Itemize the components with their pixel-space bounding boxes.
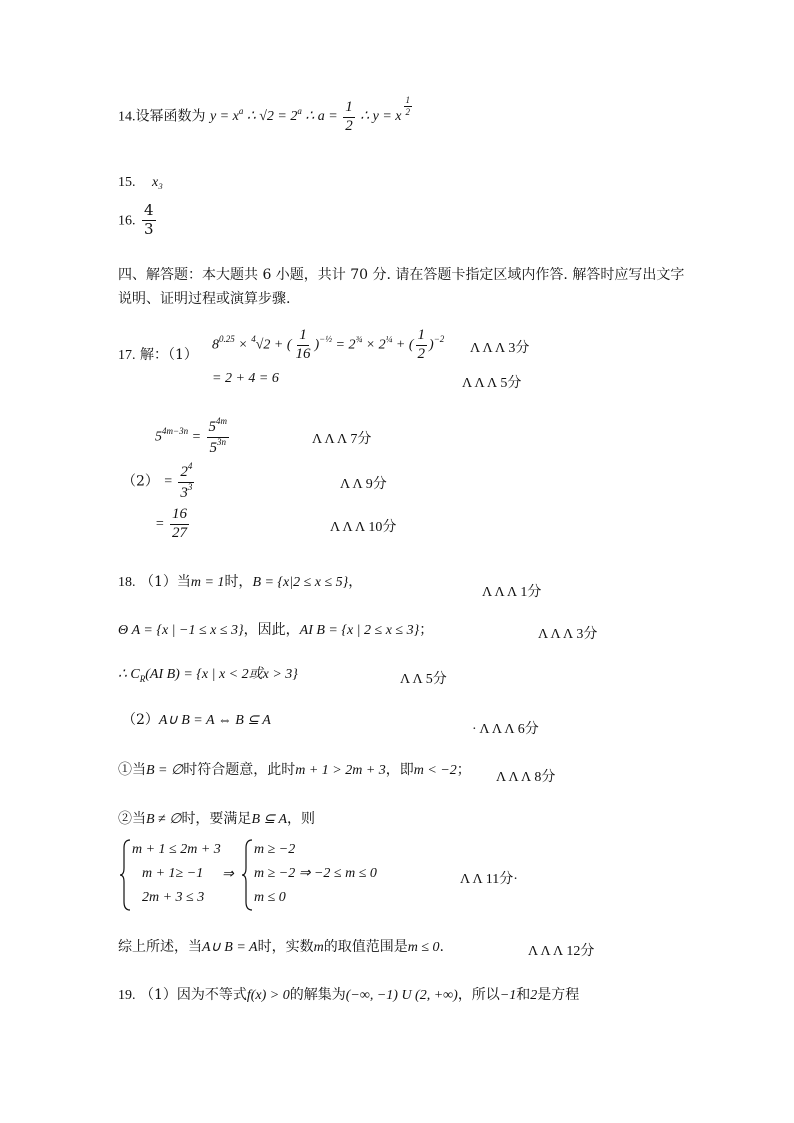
q18-score-2: Λ Λ Λ 3分 xyxy=(538,627,598,642)
q17-part2: （2） = $\frac{2^4}{3^3}$ xyxy=(122,461,193,501)
implies-arrow: ⇒ xyxy=(222,867,234,882)
q18-line2: Θ A = {x | −1 ≤ x ≤ 3}，因此，AI B = {x | 2 ≤ x ≤ 3}； xyxy=(118,622,434,638)
q18-score-6: Λ Λ 11分· xyxy=(460,872,518,887)
q18-line5: ①当B = ∅时符合题意，此时m + 1 > 2m + 3，即m < −2； xyxy=(118,762,471,778)
q14-formula: $y = x^a$ ∴ $√2 = 2^a$ ∴ a = $\frac{1}{2}$ ∴ y = x $^{\frac{1}{2}}$ xyxy=(209,94,411,134)
q19-line1: 19. （1）因为不等式f(x) > 0的解集为(−∞, −1) U (2, +∞)，所以−1和2是方程 xyxy=(118,987,580,1003)
q17-line1-expr: $8^{0.25} \times ^4√2$ + ( $\frac{1}{16}$ )$^{-\frac{1}{2}} = 2^{\frac{3}{4}} \times 2^{\frac{1}{4}}$ + ( $\frac{1}{2}$ )$^{-2}$ xyxy=(212,327,445,362)
q18-line4: （2）A∪ B = A ⇔ B ⊆ A xyxy=(122,712,271,728)
q15-answer: x₃ xyxy=(151,175,164,190)
q17-score-3: Λ Λ Λ 7分 xyxy=(312,432,372,447)
q18-score-7: Λ Λ Λ 12分 xyxy=(528,944,595,959)
q18-score-3: Λ Λ 5分 xyxy=(400,672,447,687)
q18-system-left: m + 1 ≤ 2m + 3 m + 1≥ −1 2m + 3 ≤ 3 xyxy=(132,842,221,905)
q18-score-4: · Λ Λ Λ 6分 xyxy=(472,722,539,737)
q17-line3-expr: $5^{4m-3n}$ = $\frac{5^{4m}}{5^{3n}}$ xyxy=(155,416,228,456)
q17-label: 17. 解：（1） xyxy=(118,347,198,363)
section4-line2: 说明、证明过程或演算步骤. xyxy=(118,291,291,307)
q18-score-1: Λ Λ Λ 1分 xyxy=(482,585,542,600)
q18-line6: ②当B ≠ ∅时，要满足B ⊆ A，则 xyxy=(118,811,316,827)
q17-score-4: Λ Λ 9分 xyxy=(340,477,387,492)
q18-system-right: m ≥ −2 m ≥ −2 ⇒ −2 ≤ m ≤ 0 m ≤ 0 xyxy=(254,842,377,905)
q14-line xyxy=(118,94,414,135)
q15-line xyxy=(118,175,163,190)
q18-conclusion: 综上所述，当A∪ B = A时，实数m的取值范围是m ≤ 0. xyxy=(118,939,444,955)
q15-number: 15. xyxy=(118,175,136,190)
q17-score-1: Λ Λ Λ 3分 xyxy=(470,341,530,356)
q17-line2-expr: = 2 + 4 = 6 xyxy=(212,371,279,386)
q14-number: 14. xyxy=(118,109,136,125)
section4-line1: 四、解答题：本大题共 6 小题，共计 70 分. 请在答题卡指定区域内作答. 解答时应写出文字 xyxy=(118,267,685,283)
left-brace-1 xyxy=(118,838,132,912)
q14-text: 设幂函数为 xyxy=(135,108,206,125)
q16-line xyxy=(118,203,158,238)
q17-score-2: Λ Λ Λ 5分 xyxy=(462,376,522,391)
q18-line3: ∴ $C_R(AI$ B) = {x | x < 2或x > 3} xyxy=(118,667,298,684)
q18-line1: 18. （1）当m = 1时，B = {x|2 ≤ x ≤ 5}， xyxy=(118,574,363,590)
q16-number: 16. xyxy=(118,213,136,229)
q17-line5-expr: = $\frac{16}{27}$ xyxy=(155,506,187,541)
q17-score-5: Λ Λ Λ 10分 xyxy=(330,520,397,535)
q18-score-5: Λ Λ Λ 8分 xyxy=(496,770,556,785)
q16-answer: $\frac{4}{3}$ xyxy=(143,201,154,238)
left-brace-2 xyxy=(240,838,254,912)
